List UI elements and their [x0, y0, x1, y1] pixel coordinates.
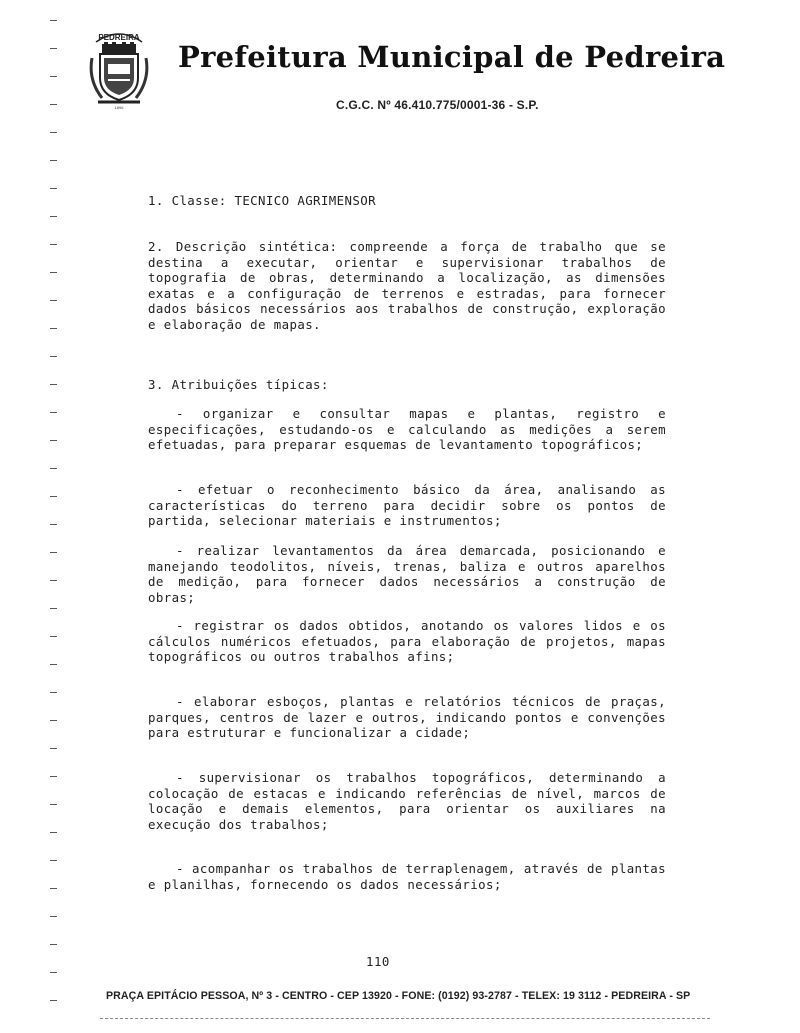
list-item: - registrar os dados obtidos, anotando os valores lidos e os cálculos numéricos efetuados, para elaboração de projetos, mapas topográficos ou outros trabalhos afins; — [148, 618, 666, 665]
section-2-text: compreende a força de trabalho que se destina a executar, orientar e supervisionar trabalhos de topografia de obras, determinando a localização, as dimensões exatas e a configuração de terrenos e estradas, para fornecer dados básicos necessários aos trabalhos de construção, exploração e elaboração de mapas. — [148, 239, 666, 332]
list-item: - efetuar o reconhecimento básico da área, analisando as características do terreno para decidir sobre os pontos de partida, selecionar materiais e instrumentos; — [148, 482, 666, 529]
svg-text:1896: 1896 — [114, 105, 124, 110]
section-2-title: 2. Descrição sintética: — [148, 239, 338, 254]
coat-of-arms-icon — [88, 28, 150, 110]
list-item: - supervisionar os trabalhos topográficos, determinando a colocação de estacas e indicando referências de nível, marcos de locação e demais elementos, para orientar os auxiliares na execução dos trabalhos; — [148, 770, 666, 832]
svg-text:PEDREIRA: PEDREIRA — [98, 33, 140, 42]
section-3-title: 3. Atribuições típicas: — [148, 377, 329, 392]
margin-marks — [50, 20, 60, 1020]
footer-address: PRAÇA EPITÁCIO PESSOA, Nº 3 - CENTRO - CEP 13920 - FONE: (0192) 93-2787 - TELEX: 19 3112 - PEDREIRA - SP — [106, 990, 691, 1002]
section-2 — [148, 239, 666, 333]
page-title: Prefeitura Municipal de Pedreira — [178, 40, 726, 74]
org-registration: C.G.C. Nº 46.410.775/0001-36 - S.P. — [336, 98, 539, 112]
list-item: - elaborar esboços, plantas e relatórios técnicos de praças, parques, centros de lazer e outros, indicando pontos e convenções para estruturar e funcionalizar a cidade; — [148, 694, 666, 741]
page-number: 110 — [366, 954, 390, 969]
list-item: - organizar e consultar mapas e plantas, registro e especificações, estudando-os e calculando as medições a serem efetuadas, para preparar esquemas de levantamento topográficos; — [148, 406, 666, 453]
section-1-title: 1. Classe: TECNICO AGRIMENSOR — [148, 193, 376, 208]
list-item: - realizar levantamentos da área demarcada, posicionando e manejando teodolitos, níveis, trenas, baliza e outros aparelhos de medição, para fornecer dados necessários a construção de obras; — [148, 543, 666, 605]
list-item: - acompanhar os trabalhos de terraplenagem, através de plantas e planilhas, fornecendo os dados necessários; — [148, 861, 666, 892]
footer-divider — [100, 1018, 710, 1019]
